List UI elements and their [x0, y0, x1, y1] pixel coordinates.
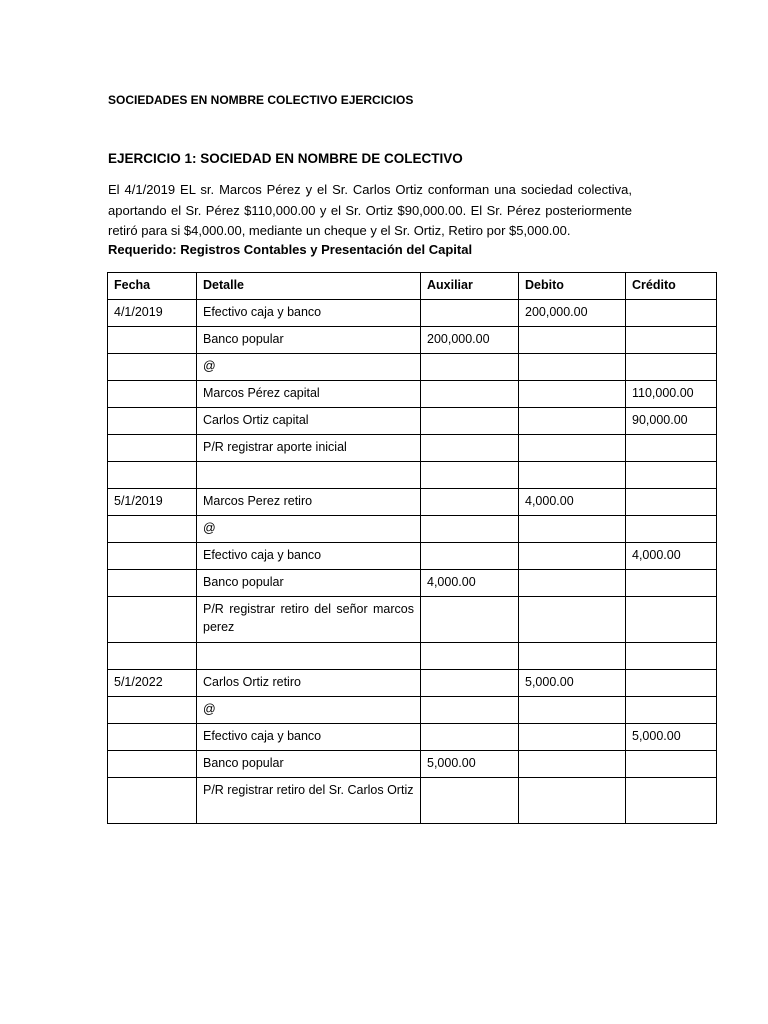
cell-fecha	[108, 435, 197, 462]
cell-debito	[519, 697, 626, 724]
cell-fecha: 4/1/2019	[108, 300, 197, 327]
table-row	[108, 724, 717, 751]
document-title: SOCIEDADES EN NOMBRE COLECTIVO EJERCICIOS	[108, 93, 414, 107]
header-debito: Debito	[519, 273, 626, 300]
cell-credito	[626, 778, 717, 824]
table-row	[108, 381, 717, 408]
table-row	[108, 327, 717, 354]
cell-detalle: @	[197, 516, 421, 543]
cell-credito	[626, 300, 717, 327]
header-fecha: Fecha	[108, 273, 197, 300]
cell-credito	[626, 643, 717, 670]
cell-auxiliar	[421, 643, 519, 670]
cell-detalle: @	[197, 697, 421, 724]
cell-detalle: Efectivo caja y banco	[197, 543, 421, 570]
cell-detalle: P/R registrar aporte inicial	[197, 435, 421, 462]
table-row	[108, 516, 717, 543]
cell-fecha	[108, 462, 197, 489]
cell-detalle: Marcos Perez retiro	[197, 489, 421, 516]
cell-fecha: 5/1/2019	[108, 489, 197, 516]
exercise-title: EJERCICIO 1: SOCIEDAD EN NOMBRE DE COLECTIVO	[108, 151, 463, 166]
cell-auxiliar	[421, 408, 519, 435]
cell-auxiliar	[421, 489, 519, 516]
table-row	[108, 462, 717, 489]
cell-credito	[626, 489, 717, 516]
table-row	[108, 570, 717, 597]
cell-credito: 4,000.00	[626, 543, 717, 570]
intro-paragraph	[108, 180, 632, 242]
cell-auxiliar	[421, 516, 519, 543]
table-row	[108, 643, 717, 670]
cell-detalle	[197, 643, 421, 670]
table-row	[108, 751, 717, 778]
cell-auxiliar	[421, 462, 519, 489]
cell-auxiliar	[421, 778, 519, 824]
cell-fecha	[108, 724, 197, 751]
cell-credito	[626, 516, 717, 543]
cell-fecha	[108, 408, 197, 435]
cell-fecha	[108, 381, 197, 408]
cell-fecha: 5/1/2022	[108, 670, 197, 697]
cell-detalle: P/R registrar retiro del señor marcos perez	[197, 597, 421, 643]
journal-table-header	[108, 273, 717, 300]
cell-credito: 5,000.00	[626, 724, 717, 751]
cell-fecha	[108, 778, 197, 824]
cell-credito	[626, 462, 717, 489]
table-row	[108, 778, 717, 824]
cell-debito: 200,000.00	[519, 300, 626, 327]
intro-text: El 4/1/2019 EL sr. Marcos Pérez y el Sr. Carlos Ortiz conforman una sociedad colectiva, aportando el Sr. Pérez $110,000.00 y el Sr. Ortiz $90,000.00. El Sr. Pérez posteriormente retiró para si $4,000.00, mediante un cheque y el Sr. Ortiz, Retiro por $5,000.00.	[108, 182, 632, 238]
journal-table-body	[108, 300, 717, 824]
cell-credito	[626, 354, 717, 381]
header-row	[108, 273, 717, 300]
table-row	[108, 435, 717, 462]
cell-auxiliar	[421, 724, 519, 751]
cell-credito	[626, 751, 717, 778]
cell-fecha	[108, 751, 197, 778]
cell-fecha	[108, 643, 197, 670]
cell-detalle: Efectivo caja y banco	[197, 724, 421, 751]
cell-debito	[519, 354, 626, 381]
cell-auxiliar	[421, 543, 519, 570]
cell-credito: 90,000.00	[626, 408, 717, 435]
cell-fecha	[108, 597, 197, 643]
header-detalle: Detalle	[197, 273, 421, 300]
cell-detalle: Marcos Pérez capital	[197, 381, 421, 408]
cell-detalle: Carlos Ortiz capital	[197, 408, 421, 435]
cell-auxiliar	[421, 697, 519, 724]
cell-fecha	[108, 327, 197, 354]
cell-auxiliar: 4,000.00	[421, 570, 519, 597]
cell-credito	[626, 435, 717, 462]
cell-debito	[519, 381, 626, 408]
cell-fecha	[108, 570, 197, 597]
cell-credito	[626, 327, 717, 354]
cell-debito	[519, 643, 626, 670]
cell-credito: 110,000.00	[626, 381, 717, 408]
table-row	[108, 489, 717, 516]
required-text: Requerido: Registros Contables y Presentación del Capital	[108, 242, 473, 257]
header-credito: Crédito	[626, 273, 717, 300]
cell-debito	[519, 570, 626, 597]
cell-credito	[626, 570, 717, 597]
cell-detalle: @	[197, 354, 421, 381]
cell-debito	[519, 516, 626, 543]
cell-auxiliar	[421, 381, 519, 408]
table-row	[108, 408, 717, 435]
cell-auxiliar: 5,000.00	[421, 751, 519, 778]
cell-debito: 4,000.00	[519, 489, 626, 516]
cell-credito	[626, 597, 717, 643]
cell-detalle: Banco popular	[197, 327, 421, 354]
table-row	[108, 543, 717, 570]
cell-detalle: Carlos Ortiz retiro	[197, 670, 421, 697]
cell-debito	[519, 597, 626, 643]
cell-debito	[519, 724, 626, 751]
cell-auxiliar: 200,000.00	[421, 327, 519, 354]
cell-auxiliar	[421, 597, 519, 643]
cell-debito	[519, 778, 626, 824]
cell-debito	[519, 408, 626, 435]
journal-table	[107, 272, 717, 824]
table-row	[108, 697, 717, 724]
cell-debito	[519, 462, 626, 489]
cell-detalle: P/R registrar retiro del Sr. Carlos Ortiz	[197, 778, 421, 824]
cell-debito	[519, 543, 626, 570]
cell-debito	[519, 435, 626, 462]
cell-detalle: Banco popular	[197, 751, 421, 778]
table-row	[108, 670, 717, 697]
table-row	[108, 354, 717, 381]
cell-fecha	[108, 543, 197, 570]
cell-fecha	[108, 516, 197, 543]
cell-credito	[626, 670, 717, 697]
cell-auxiliar	[421, 435, 519, 462]
cell-detalle	[197, 462, 421, 489]
cell-auxiliar	[421, 670, 519, 697]
cell-debito	[519, 751, 626, 778]
header-auxiliar: Auxiliar	[421, 273, 519, 300]
cell-detalle: Efectivo caja y banco	[197, 300, 421, 327]
table-row	[108, 300, 717, 327]
cell-fecha	[108, 354, 197, 381]
cell-auxiliar	[421, 354, 519, 381]
cell-credito	[626, 697, 717, 724]
table-row	[108, 597, 717, 643]
cell-fecha	[108, 697, 197, 724]
cell-auxiliar	[421, 300, 519, 327]
cell-debito	[519, 327, 626, 354]
cell-detalle: Banco popular	[197, 570, 421, 597]
cell-debito: 5,000.00	[519, 670, 626, 697]
